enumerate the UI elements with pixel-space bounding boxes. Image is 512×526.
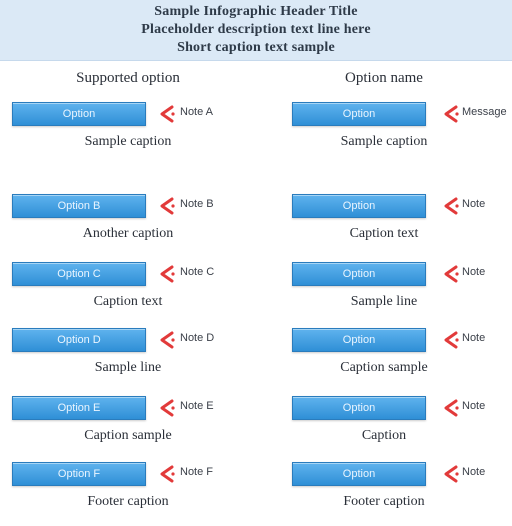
option-caption: Sample caption — [84, 134, 172, 149]
option-row — [0, 194, 256, 258]
option-note: Note A — [180, 106, 214, 118]
option-caption: Sample line — [94, 360, 162, 375]
arrow-left-icon — [442, 398, 460, 418]
option-caption: Another caption — [82, 226, 174, 241]
option-note: Note C — [180, 266, 215, 278]
option-row — [256, 262, 512, 326]
option-caption: Footer caption — [87, 494, 169, 509]
option-button[interactable]: Option — [292, 328, 426, 352]
option-note: Note D — [180, 332, 215, 344]
option-button[interactable]: Option — [292, 102, 426, 126]
option-button[interactable]: Option C — [12, 262, 146, 286]
option-note: Message — [462, 106, 507, 118]
option-button[interactable]: Option E — [12, 396, 146, 420]
banner-line-2: Placeholder description text line here — [141, 22, 371, 37]
option-button[interactable]: Option — [12, 102, 146, 126]
option-button[interactable]: Option — [292, 194, 426, 218]
left-column-title: Supported option — [76, 70, 180, 86]
arrow-left-icon — [158, 330, 176, 350]
option-button[interactable]: Option — [292, 396, 426, 420]
option-row — [0, 462, 256, 526]
arrow-left-icon — [158, 196, 176, 216]
arrow-left-icon — [442, 330, 460, 350]
option-note: Note E — [180, 400, 214, 412]
option-caption: Caption — [361, 428, 407, 443]
option-note: Note — [462, 198, 486, 210]
option-row — [0, 262, 256, 326]
right-column — [256, 60, 512, 512]
option-row — [256, 462, 512, 526]
option-button[interactable]: Option — [292, 462, 426, 486]
option-button[interactable]: Option D — [12, 328, 146, 352]
option-note: Note — [462, 466, 486, 478]
option-row — [256, 328, 512, 392]
header-banner — [0, 0, 512, 61]
option-row — [0, 328, 256, 392]
arrow-left-icon — [442, 264, 460, 284]
option-note: Note — [462, 332, 486, 344]
right-column-title: Option name — [345, 70, 423, 86]
arrow-left-icon — [442, 104, 460, 124]
option-button[interactable]: Option F — [12, 462, 146, 486]
option-caption: Caption text — [93, 294, 163, 309]
option-caption: Caption text — [349, 226, 419, 241]
arrow-left-icon — [158, 104, 176, 124]
arrow-left-icon — [158, 398, 176, 418]
option-note: Note F — [180, 466, 214, 478]
option-note: Note — [462, 266, 486, 278]
banner-line-3: Short caption text sample — [177, 40, 335, 55]
option-note: Note — [462, 400, 486, 412]
option-row — [256, 102, 512, 166]
option-caption: Footer caption — [343, 494, 425, 509]
banner-line-1: Sample Infographic Header Title — [154, 4, 358, 19]
option-row — [256, 396, 512, 460]
arrow-left-icon — [158, 264, 176, 284]
arrow-left-icon — [442, 196, 460, 216]
arrow-left-icon — [442, 464, 460, 484]
option-row — [256, 194, 512, 258]
option-caption: Sample caption — [340, 134, 428, 149]
option-caption: Sample line — [350, 294, 418, 309]
option-row — [0, 102, 256, 166]
option-button[interactable]: Option — [292, 262, 426, 286]
left-column — [0, 60, 256, 512]
option-row — [0, 396, 256, 460]
option-caption: Caption sample — [340, 360, 428, 375]
arrow-left-icon — [158, 464, 176, 484]
option-note: Note B — [180, 198, 214, 210]
option-button[interactable]: Option B — [12, 194, 146, 218]
option-caption: Caption sample — [84, 428, 172, 443]
